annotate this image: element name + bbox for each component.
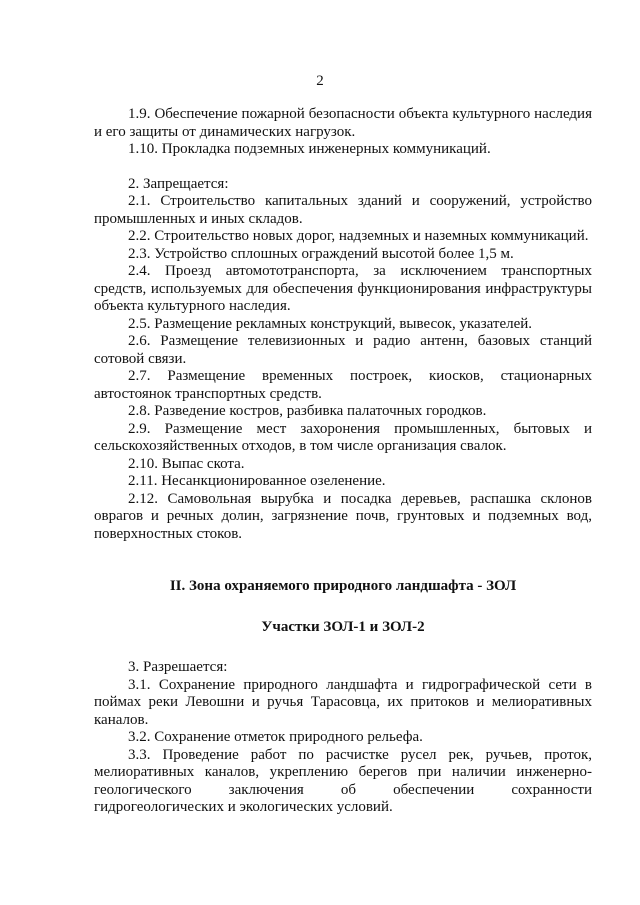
item-2-10: 2.10. Выпас скота. [128, 455, 245, 472]
item-2-2: 2.2. Строительство новых дорог, надземных и наземных коммуникаций. [128, 228, 589, 244]
item-1-9: 1.9. Обеспечение пожарной безопасности объекта культурного наследия и его защиты от динамических нагрузок. [94, 106, 592, 140]
page-number: 2 [316, 73, 324, 89]
item-2-6: 2.6. Размещение телевизионных и радио антенн, базовых станций сотовой связи. [94, 333, 592, 367]
item-1-10: 1.10. Прокладка подземных инженерных коммуникаций. [128, 141, 491, 157]
item-2-7: 2.7. Размещение временных построек, киосков, стационарных автостоянок транспортных средств. [94, 368, 592, 402]
spacer [94, 543, 592, 577]
item-2-12: 2.12. Самовольная вырубка и посадка деревьев, распашка склонов оврагов и речных долин, загрязнение почв, грунтовых и подземных вод, поверхностных стоков. [94, 490, 592, 542]
item-3-3: 3.3. Проведение работ по расчистке русел рек, ручьев, проток, мелиоративных каналов, укреплению берегов при наличии инженерно-геологического заключения об обеспечении сохранности гидрогеологических и экологических условий. [94, 746, 592, 815]
item-2-8: 2.8. Разведение костров, разбивка палаточных городков. [128, 403, 487, 419]
section-3-intro: 3. Разрешается: [128, 659, 228, 675]
item-2-9: 2.9. Размещение мест захоронения промышленных, бытовых и сельскохозяйственных отходов, в том числе организация свалок. [94, 420, 592, 454]
document-body [94, 106, 592, 817]
section-2-intro: 2. Запрещается: [128, 175, 229, 192]
item-2-3: 2.3. Устройство сплошных ограждений высотой более 1,5 м. [128, 245, 514, 262]
item-3-2: 3.2. Сохранение отметок природного рельефа. [128, 729, 423, 745]
item-2-1: 2.1. Строительство капитальных зданий и сооружений, устройство промышленных и иных складов. [94, 193, 592, 227]
spacer [94, 636, 592, 659]
spacer [94, 159, 592, 176]
item-2-11: 2.11. Несанкционированное озеленение. [128, 473, 386, 489]
item-2-4: 2.4. Проезд автомототранспорта, за исключением транспортных средств, используемых для обеспечения функционирования инфраструктуры объекта культурного наследия. [94, 263, 592, 314]
item-3-1: 3.1. Сохранение природного ландшафта и гидрографической сети в поймах реки Левошни и ручья Тарасовца, их притоков и мелиоративных каналов. [94, 676, 592, 728]
spacer [94, 595, 592, 618]
section-heading: II. Зона охраняемого природного ландшафта - ЗОЛ [169, 578, 517, 594]
subsection-heading: Участки ЗОЛ-1 и ЗОЛ-2 [261, 619, 425, 635]
item-2-5: 2.5. Размещение рекламных конструкций, вывесок, указателей. [128, 315, 533, 332]
